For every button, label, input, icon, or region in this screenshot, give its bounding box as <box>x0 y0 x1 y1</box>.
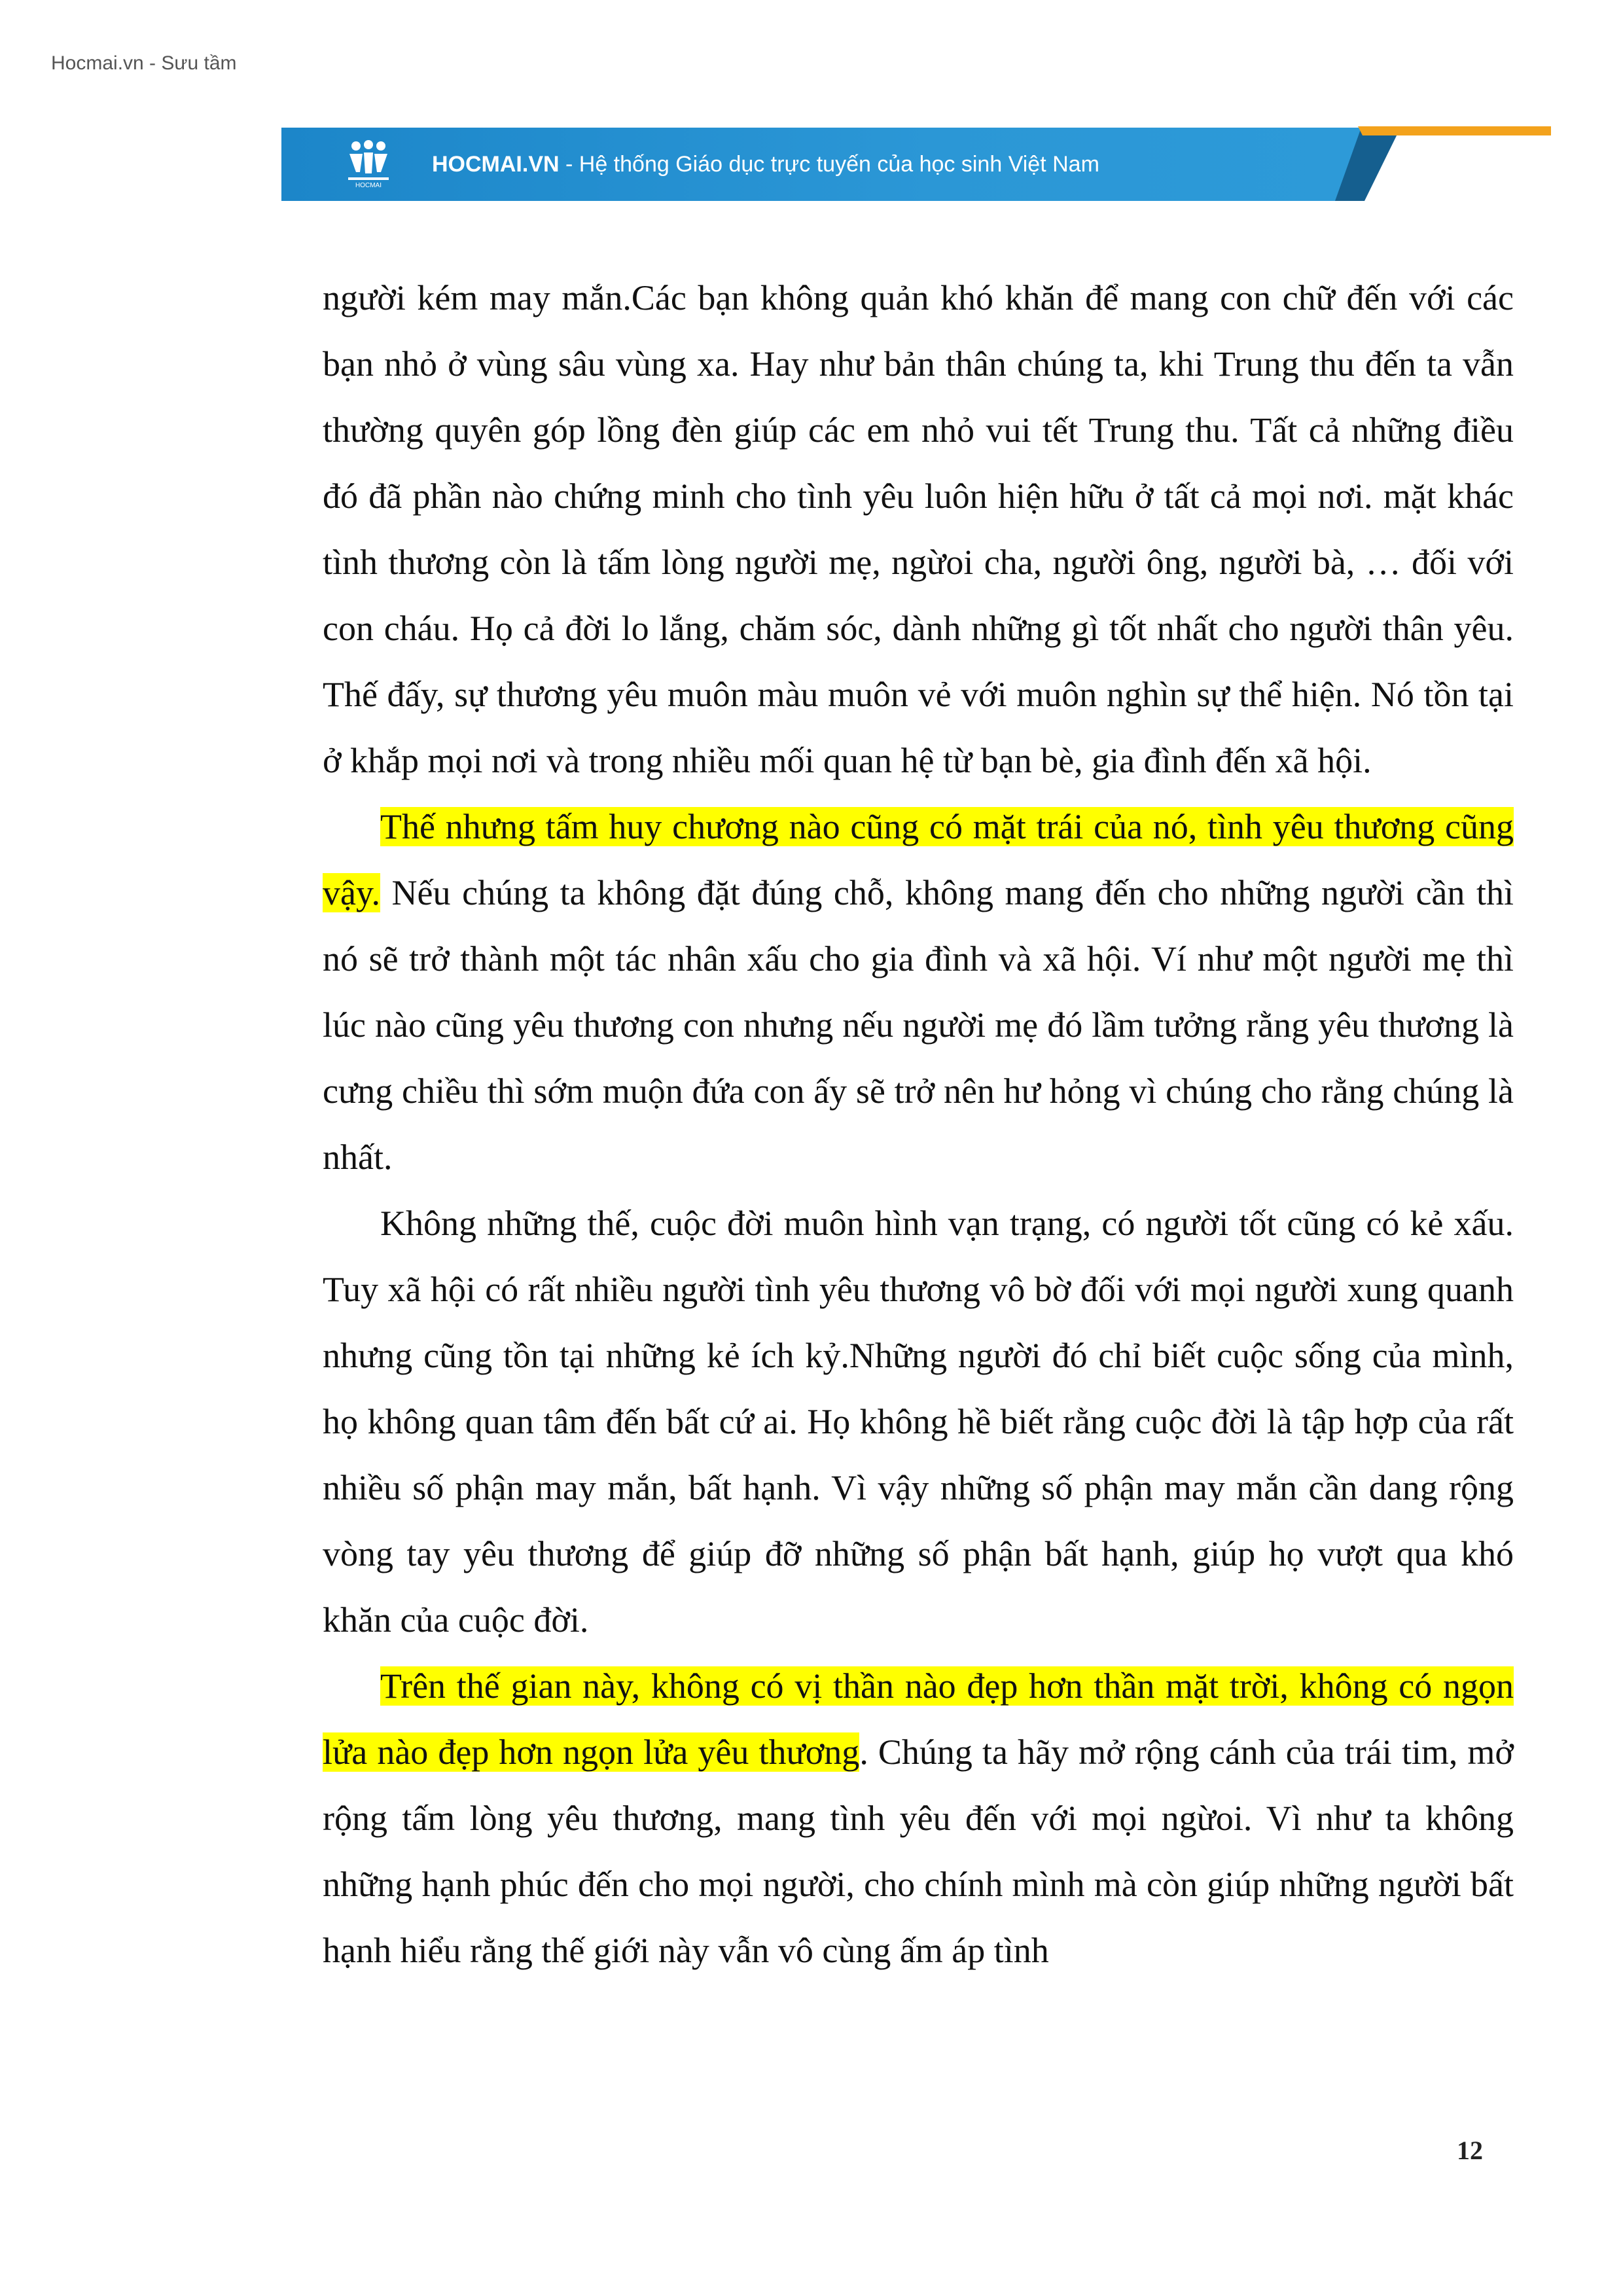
source-watermark: Hocmai.vn - Sưu tầm <box>51 52 237 74</box>
paragraph-1: người kém may mắn.Các bạn không quản khó khăn để mang con chữ đến với các bạn nhỏ ở vùng sâu vùng xa. Hay như bản thân chúng ta, khi Trung thu đến ta vẫn thường quyên góp lồng đèn giúp các em nhỏ vui tết Trung thu. Tất cả những điều đó đã phần nào chứng minh cho tình yêu luôn hiện hữu ở tất cả mọi nơi. mặt khác tình thương còn là tấm lòng người mẹ, ngừoi cha, người ông, người bà, … đối với con cháu. Họ cả đời lo lắng, chăm sóc, dành những gì tốt nhất cho người thân yêu. Thế đấy, sự thương yêu muôn màu muôn vẻ với muôn nghìn sự thể hiện. Nó tồn tại ở khắp mọi nơi và trong nhiều mối quan hệ từ bạn bè, gia đình đến xã hội. <box>323 278 1514 780</box>
highlighted-sentence: Trên thế gian này, không có vị thần nào đẹp hơn thần mặt trời, không có ngọn lửa nào đẹp hơn ngọn lửa yêu thương <box>323 1666 1514 1772</box>
paragraph-3: Không những thế, cuộc đời muôn hình vạn trạng, có người tốt cũng có kẻ xấu. Tuy xã hội có rất nhiều người tình yêu thương vô bờ đối với mọi người xung quanh nhưng cũng tồn tại những kẻ ích kỷ.Những người đó chỉ biết cuộc sống của mình, họ không quan tâm đến bất cứ ai. Họ không hề biết rằng cuộc đời là tập hợp của rất nhiều số phận may mắn, bất hạnh. Vì vậy những số phận may mắn cần dang rộng vòng tay yêu thương để giúp đỡ những số phận bất hạnh, giúp họ vượt qua khó khăn của cuộc đời. <box>323 1204 1514 1640</box>
paragraph-4 <box>323 1653 1514 1984</box>
banner-white-gap <box>1397 135 1551 146</box>
paragraph-4-text: . Chúng ta hãy mở rộng cánh của trái tim, mở rộng tấm lòng yêu thương, mang tình yêu đến với mọi ngừoi. Vì như ta không những hạnh phúc đến cho mọi người, cho chính mình mà còn giúp những người bất hạnh hiểu rằng thế giới này vẫn vô cùng ấm áp tình <box>323 1732 1514 1970</box>
hocmai-logo-icon <box>346 139 391 189</box>
banner-dark-stripe <box>1335 128 1400 201</box>
header-banner <box>281 128 1420 201</box>
logo-caption: HOCMAI <box>355 182 382 189</box>
paragraph-2-text: Nếu chúng ta không đặt đúng chỗ, không mang đến cho những người cần thì nó sẽ trở thành một tác nhân xấu cho gia đình và xã hội. Ví như một người mẹ thì lúc nào cũng yêu thương con nhưng nếu người mẹ đó lầm tưởng rằng yêu thương là cưng chiều thì sớm muộn đứa con ấy sẽ trở nên hư hỏng vì chúng cho rằng chúng là nhất. <box>323 873 1514 1177</box>
brand-tagline: - Hệ thống Giáo dục trực tuyến của học sinh Việt Nam <box>559 152 1099 177</box>
banner-title <box>432 128 1099 201</box>
brand-name: HOCMAI.VN <box>432 152 560 177</box>
highlighted-sentence: Thế nhưng tấm huy chương nào cũng có mặt trái của nó, tình yêu thương cũng vậy. <box>323 807 1514 912</box>
document-body <box>323 265 1514 1984</box>
paragraph-2 <box>323 794 1514 1191</box>
page-number: 12 <box>1457 2136 1483 2165</box>
banner-orange-stripe <box>1358 126 1551 135</box>
